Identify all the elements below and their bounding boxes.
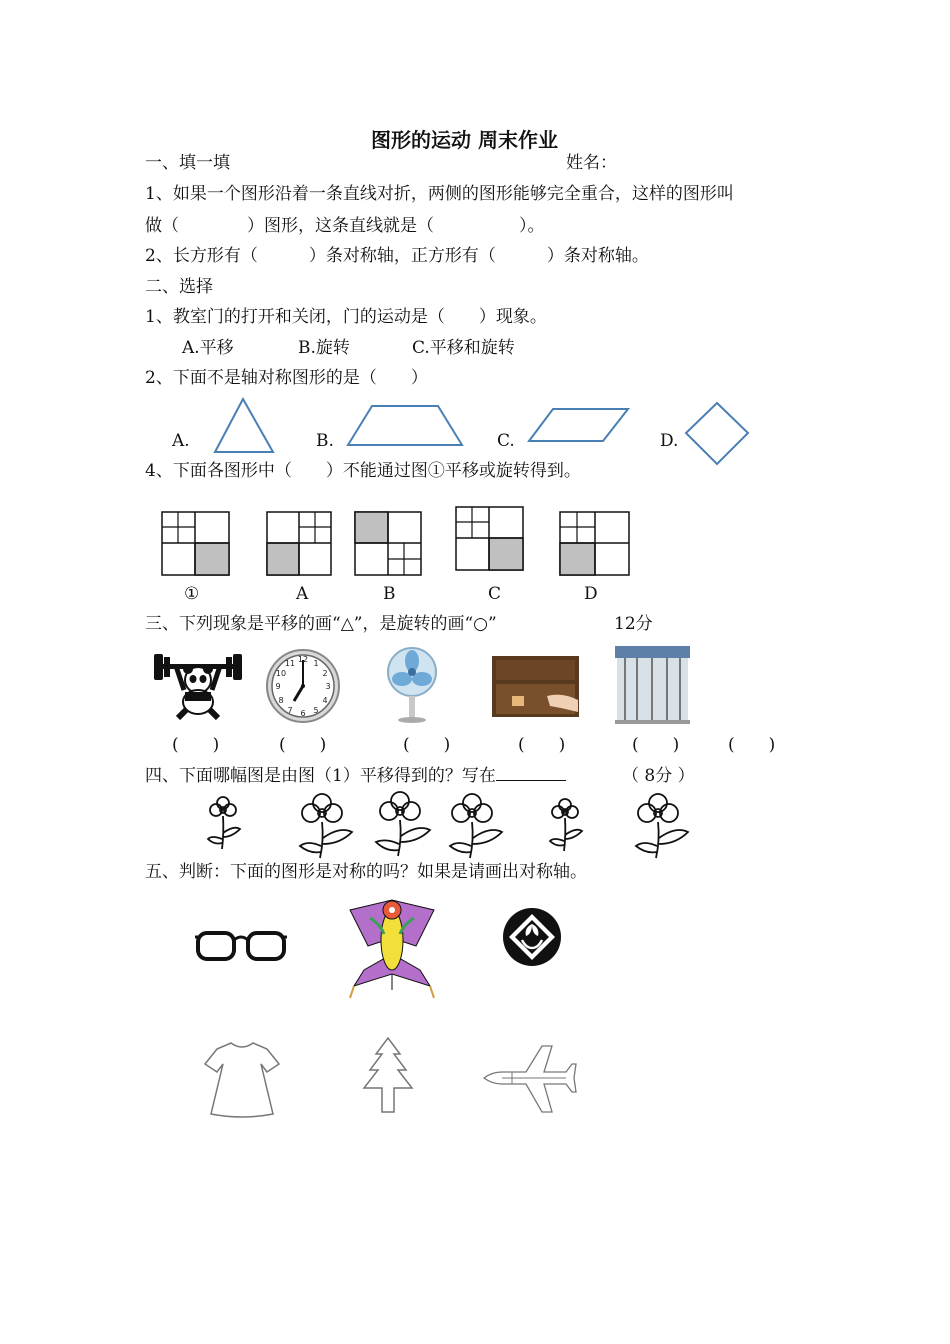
flower-icon (296, 792, 356, 860)
choice-question-1: 1、教室门的打开和关闭，门的运动是（ ）现象。 (145, 307, 547, 327)
choice-option-b: B.旋转 (298, 338, 350, 358)
svg-text:1: 1 (313, 659, 319, 668)
grid-label-1: ① (184, 584, 200, 604)
section-1-heading: 一、填一填 (145, 153, 230, 173)
svg-text:12: 12 (297, 655, 309, 664)
section-4-heading (145, 765, 566, 787)
answer-blank-6[interactable]: ( ) (728, 735, 776, 755)
flower-icon (632, 792, 692, 860)
answer-blank-3[interactable]: ( ) (403, 735, 451, 755)
grid-figure-1-icon (161, 511, 231, 577)
answer-blank-1[interactable]: ( ) (172, 735, 220, 755)
section-3-score: 12分 (614, 614, 653, 634)
diamond-icon (684, 401, 750, 467)
svg-text:10: 10 (275, 669, 287, 678)
answer-blank-2[interactable]: ( ) (279, 735, 327, 755)
drawer-icon (492, 656, 580, 718)
parallelogram-icon (527, 407, 631, 443)
flower-icon (446, 792, 506, 860)
name-label: 姓名： (566, 153, 617, 173)
tree-icon (360, 1036, 416, 1114)
svg-text:7: 7 (287, 706, 293, 715)
grid-figure-b-icon (354, 511, 426, 577)
shape-label-b: B. (316, 431, 334, 451)
clock-icon (263, 648, 343, 724)
choice-option-c: C.平移和旋转 (412, 338, 515, 358)
choice-question-4: 4、下面各图形中（ ）不能通过图①平移或旋转得到。 (145, 461, 581, 481)
svg-text:9: 9 (275, 682, 281, 691)
svg-text:2: 2 (322, 669, 328, 678)
grid-label-d: D (584, 584, 598, 604)
panda-weightlifter-icon (152, 650, 244, 720)
triangle-icon (212, 397, 276, 455)
answer-blank-4[interactable]: ( ) (518, 735, 566, 755)
section-2-heading: 二、选择 (145, 277, 213, 297)
shape-label-a: A. (172, 431, 190, 451)
grid-figure-d-icon (559, 511, 633, 577)
grid-label-a: A (296, 584, 309, 604)
section-3-heading: 三、下列现象是平移的画“△”，是旋转的画“○” (145, 614, 497, 634)
dress-icon (203, 1040, 281, 1120)
section-4-text: 四、下面哪幅图是由图（1）平移得到的？写在 (145, 766, 496, 786)
shape-label-d: D. (660, 431, 679, 451)
grid-figure-a-icon (266, 511, 336, 577)
shape-label-c: C. (497, 431, 515, 451)
svg-text:6: 6 (300, 709, 306, 718)
choice-option-a: A.平移 (182, 338, 234, 358)
answer-blank-5[interactable]: ( ) (632, 735, 680, 755)
section-4-score: （ 8分 ） (622, 766, 695, 786)
glasses-icon (194, 928, 288, 964)
airplane-icon (482, 1042, 578, 1116)
page-title: 图形的运动 周末作业 (371, 128, 558, 152)
fill-question-1-line-1: 1、如果一个图形沿着一条直线对折，两侧的图形能够完全重合，这样的图形叫 (145, 184, 734, 204)
grid-label-b: B (383, 584, 396, 604)
grid-label-c: C (488, 584, 502, 604)
svg-text:4: 4 (322, 696, 328, 705)
flower-icon (546, 797, 586, 853)
trapezoid-icon (345, 404, 465, 448)
flower-icon (204, 795, 244, 851)
svg-text:5: 5 (313, 706, 319, 715)
answer-line[interactable] (496, 766, 566, 781)
svg-text:11: 11 (284, 659, 296, 668)
svg-text:3: 3 (325, 682, 331, 691)
fill-question-1-line-2: 做（ ）图形，这条直线就是（ ）。 (145, 216, 545, 236)
flower-icon (372, 790, 432, 858)
revolving-door-icon (615, 646, 691, 724)
choice-question-2: 2、下面不是轴对称图形的是（ ） (145, 368, 428, 388)
grid-figure-c-icon (455, 506, 527, 572)
fill-question-2: 2、长方形有（ ）条对称轴，正方形有（ ）条对称轴。 (145, 246, 649, 266)
section-5-heading: 五、判断：下面的图形是对称的吗？如果是请画出对称轴。 (145, 862, 587, 882)
kite-icon (340, 894, 444, 1006)
logo-icon (500, 906, 564, 968)
electric-fan-icon (385, 646, 441, 724)
svg-text:8: 8 (278, 696, 284, 705)
